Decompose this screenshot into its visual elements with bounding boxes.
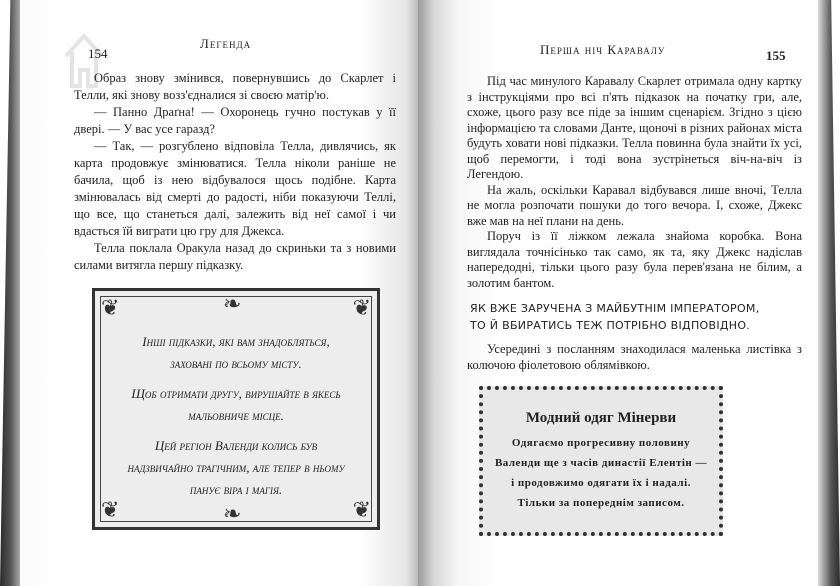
paragraph: Усередині з посланням знаходилася маленька листівка з колючою фіолетовою облямівкою. <box>467 342 802 372</box>
advert-line: Валенди ще з часів династії Елентін — <box>494 457 708 469</box>
advert-line: Тільки за попереднім записом. <box>517 497 685 509</box>
clue-text: Щоб отримати другу, вирушайте в якесь мальовниче місце. <box>131 386 341 423</box>
advert-title: Модний одяг Мінерви <box>525 410 677 426</box>
page-number-left: 154 <box>88 46 108 61</box>
ornament-icon: ❧ <box>223 501 242 526</box>
ornament-icon: ❦ <box>101 497 120 522</box>
advert-line: Одягаємо прогресивну половину <box>511 437 691 449</box>
paragraph: Телла поклала Оракула назад до скриньки та з новими силами витягла першу підказку. <box>74 241 396 272</box>
paragraph: Образ знову змінився, повернувшись до Скарлет і Телли, які знову возз'єдналися зі своєю матір'ю. <box>74 71 396 102</box>
ornament-icon: ❧ <box>223 291 242 316</box>
paragraph: На жаль, оскільки Каравал відбувався лише вночі, Телла не могла розпочати пошуки до того вечора. І, схоже, Джекс вже мав на неї плани на день. <box>467 182 802 228</box>
running-head-right: Перша ніч Каравалу <box>540 42 666 57</box>
paragraph: — Панно Драґна! — Охоронець гучно постукав у її двері. — У вас усе гаразд? <box>74 105 396 136</box>
paragraph: Під час минулого Каравалу Скарлет отримала одну картку з інструкціями про всі п'ять підказок на початку гри, але, схоже, цього разу все піде за іншим сценарієм. Згідно з цією інформацією та словами Данте, щоночі в різних районах міста будуть ховати нові підказки. Телла повинна була знайти їх усі, щоб перемогти, і тоді вона зустрінеться віч-на-віч із Легендою. <box>467 74 802 181</box>
ornament-icon: ❦ <box>101 295 120 320</box>
note-text <box>470 300 760 334</box>
advert-card <box>479 386 723 536</box>
paragraph: Поруч із її ліжком лежала знайома коробка. Вона виглядала точнісінько так само, як та, яку Джекс надіслав напередодні, тільки цього разу була перев'язана не білим, а золотим бантом. <box>467 229 802 290</box>
advert-line: і продовжимо одягати їх і надалі. <box>511 477 691 489</box>
clue-card <box>92 288 380 530</box>
right-body-text <box>467 74 802 291</box>
running-head-left: Легенда <box>200 36 252 51</box>
paragraph: — Так, — розгублено відповіла Телла, дивлячись, як карта продовжує змінюватися. Телла ніколи раніше не бачила, щоб із нею відбувалося щось подібне. Карта змінювалась від смерті до радості, ніби показуючи Теллі, що все, що станеться далі, залежить від неї самої і чи вдасться їй виграти цю гру для Джекса. <box>74 139 396 238</box>
ornament-icon: ❦ <box>352 295 371 320</box>
note-line: ЯК ВЖЕ ЗАРУЧЕНА З МАЙБУТНІМ ІМПЕРАТОРОМ, <box>470 302 760 315</box>
page-number-right: 155 <box>766 48 786 63</box>
clue-text: Інші підказки, які вам знадобляться, заховані по всьому місту. <box>142 334 330 371</box>
note-line: ТО Й ВБИРАТИСЬ ТЕЖ ПОТРІБНО ВІДПОВІДНО. <box>470 319 751 332</box>
clue-text: Цей регіон Валенди колись був надзвичайно трагічним, але тепер в ньому панує віра і магія. <box>127 438 345 497</box>
right-after-note <box>467 342 802 373</box>
left-body-text <box>74 70 396 274</box>
ornament-icon: ❦ <box>352 497 371 522</box>
book-page-edges-right <box>818 0 840 586</box>
